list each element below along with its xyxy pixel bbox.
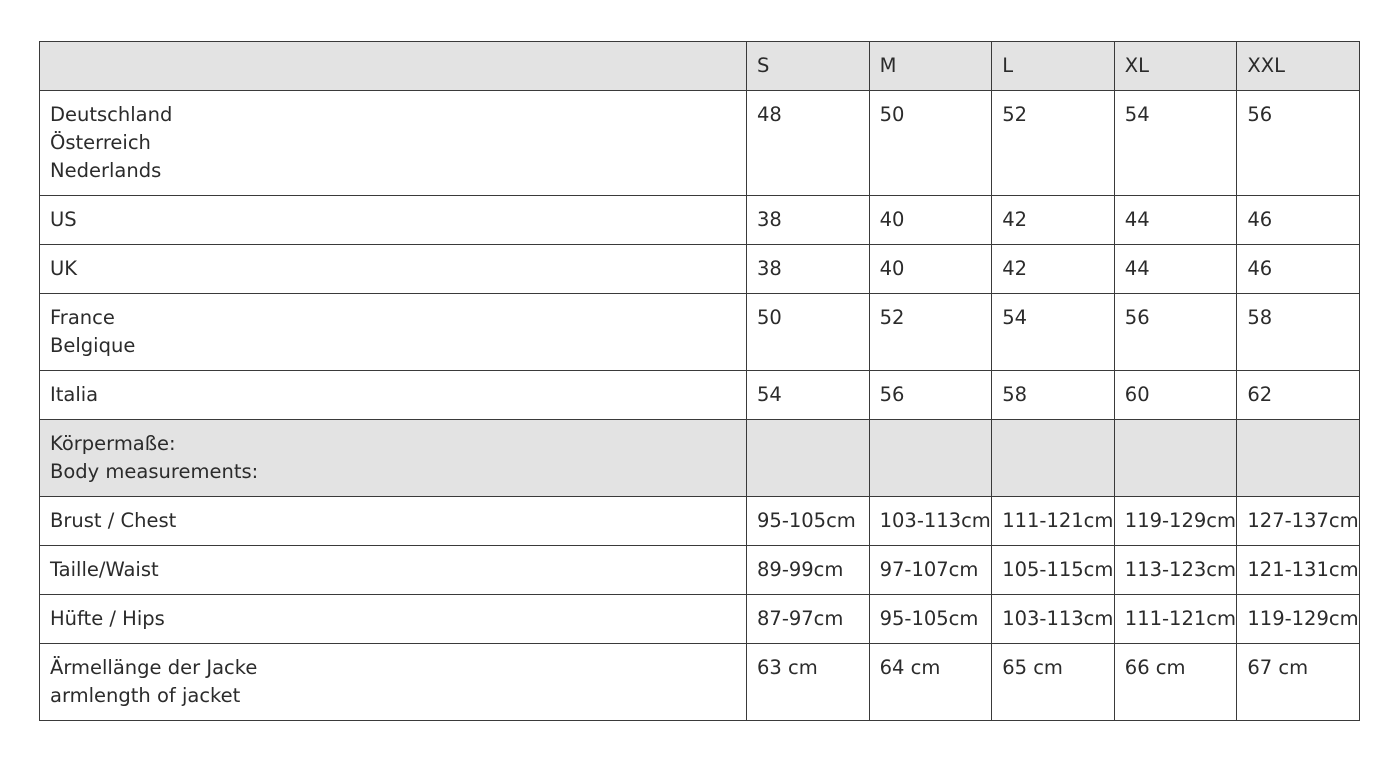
label-line: Body measurements: <box>50 460 259 483</box>
label-line: France <box>50 306 115 329</box>
row-label <box>40 294 747 371</box>
size-cell: 44 <box>1114 245 1237 294</box>
label-line: Taille/Waist <box>50 558 159 581</box>
row-label <box>40 371 747 420</box>
table-row-chest <box>40 497 1360 546</box>
size-cell: 111-121cm <box>992 497 1115 546</box>
size-cell <box>1237 420 1360 497</box>
label-line: Nederlands <box>50 159 162 182</box>
size-cell: 50 <box>869 91 992 196</box>
size-cell: 111-121cm <box>1114 595 1237 644</box>
size-cell: 105-115cm <box>992 546 1115 595</box>
size-cell: 119-129cm <box>1237 595 1360 644</box>
size-cell: 54 <box>1114 91 1237 196</box>
table-row-de-at-nl <box>40 91 1360 196</box>
row-label <box>40 595 747 644</box>
section-label <box>40 420 747 497</box>
size-cell: 40 <box>869 196 992 245</box>
size-cell <box>869 420 992 497</box>
size-cell: 60 <box>1114 371 1237 420</box>
header-row <box>40 42 1360 91</box>
size-cell: 121-131cm <box>1237 546 1360 595</box>
size-cell: 38 <box>747 196 870 245</box>
label-line: Österreich <box>50 131 151 154</box>
label-line: UK <box>50 257 78 280</box>
size-cell: 56 <box>869 371 992 420</box>
size-cell: 46 <box>1237 245 1360 294</box>
size-cell: 89-99cm <box>747 546 870 595</box>
label-line: Italia <box>50 383 99 406</box>
size-cell: 63 cm <box>747 644 870 721</box>
size-cell: 56 <box>1114 294 1237 371</box>
size-cell: 113-123cm <box>1114 546 1237 595</box>
size-cell <box>747 420 870 497</box>
size-cell: 52 <box>869 294 992 371</box>
size-cell: 42 <box>992 245 1115 294</box>
row-label <box>40 91 747 196</box>
label-line: Hüfte / Hips <box>50 607 165 630</box>
size-cell: 95-105cm <box>747 497 870 546</box>
row-label <box>40 546 747 595</box>
label-line: US <box>50 208 77 231</box>
table-row-hips <box>40 595 1360 644</box>
size-cell: 54 <box>992 294 1115 371</box>
size-cell: 42 <box>992 196 1115 245</box>
section-row-body-measurements <box>40 420 1360 497</box>
size-cell: 50 <box>747 294 870 371</box>
label-line: Körpermaße: <box>50 432 176 455</box>
label-line: Belgique <box>50 334 136 357</box>
size-cell: 46 <box>1237 196 1360 245</box>
size-cell: 103-113cm <box>869 497 992 546</box>
size-cell <box>992 420 1115 497</box>
header-cell-xl: XL <box>1114 42 1237 91</box>
size-cell: 119-129cm <box>1114 497 1237 546</box>
size-cell: 67 cm <box>1237 644 1360 721</box>
size-cell: 97-107cm <box>869 546 992 595</box>
header-cell-s: S <box>747 42 870 91</box>
label-line: armlength of jacket <box>50 684 241 707</box>
size-cell: 54 <box>747 371 870 420</box>
label-line: Brust / Chest <box>50 509 177 532</box>
size-cell <box>1114 420 1237 497</box>
size-cell: 58 <box>992 371 1115 420</box>
header-cell-xxl: XXL <box>1237 42 1360 91</box>
table-row-us <box>40 196 1360 245</box>
header-cell-empty <box>40 42 747 91</box>
row-label <box>40 644 747 721</box>
size-cell: 40 <box>869 245 992 294</box>
size-cell: 52 <box>992 91 1115 196</box>
row-label <box>40 196 747 245</box>
size-cell: 66 cm <box>1114 644 1237 721</box>
label-line: Ärmellänge der Jacke <box>50 656 258 679</box>
header-cell-l: L <box>992 42 1115 91</box>
size-cell: 44 <box>1114 196 1237 245</box>
size-cell: 64 cm <box>869 644 992 721</box>
table-row-armlength <box>40 644 1360 721</box>
size-cell: 127-137cm <box>1237 497 1360 546</box>
size-cell: 95-105cm <box>869 595 992 644</box>
size-cell: 48 <box>747 91 870 196</box>
table-row-uk <box>40 245 1360 294</box>
size-cell: 62 <box>1237 371 1360 420</box>
label-line: Deutschland <box>50 103 173 126</box>
header-cell-m: M <box>869 42 992 91</box>
size-cell: 56 <box>1237 91 1360 196</box>
size-cell: 103-113cm <box>992 595 1115 644</box>
table-row-it <box>40 371 1360 420</box>
size-cell: 38 <box>747 245 870 294</box>
size-cell: 65 cm <box>992 644 1115 721</box>
table-row-waist <box>40 546 1360 595</box>
row-label <box>40 497 747 546</box>
size-chart-table <box>39 41 1360 721</box>
size-cell: 87-97cm <box>747 595 870 644</box>
row-label <box>40 245 747 294</box>
size-cell: 58 <box>1237 294 1360 371</box>
table-row-fr-be <box>40 294 1360 371</box>
